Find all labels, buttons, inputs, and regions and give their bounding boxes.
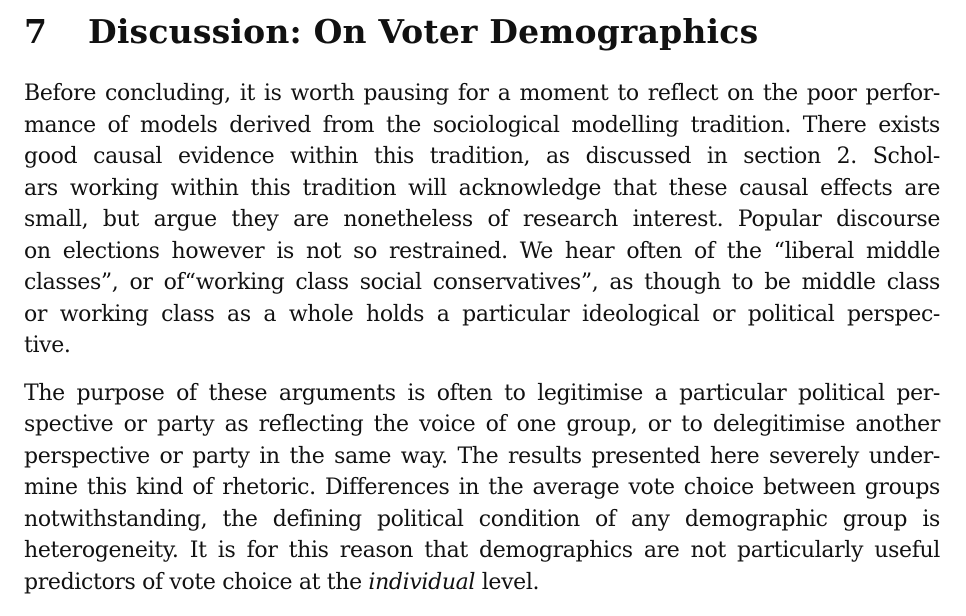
paragraph-2 xyxy=(24,378,940,599)
text-line: tive. xyxy=(24,333,71,358)
text-line: or working class as a whole holds a particular ideological or political perspec- xyxy=(24,301,940,327)
paper-page xyxy=(24,0,940,598)
text-line: mine this kind of rhetoric. Differences in the average vote choice between groups xyxy=(24,475,940,500)
section-title: Discussion: On Voter Demographics xyxy=(88,12,759,51)
text-line: Before concluding, it is worth pausing for a moment to reflect on the poor perfor- xyxy=(24,81,940,106)
text-line-last xyxy=(24,567,940,599)
text-line: The purpose of these arguments is often to legitimise a particular political per- xyxy=(24,380,940,406)
text-line: ars working within this tradition will acknowledge that these causal effects are xyxy=(24,175,940,201)
text-line: small, but argue they are nonetheless of research interest. Popular discourse xyxy=(24,207,940,232)
text-segment: predictors of vote choice at the xyxy=(24,569,369,595)
text-line: heterogeneity. It is for this reason that demographics are not particularly useful xyxy=(24,538,940,563)
text-line: perspective or party in the same way. The results presented here severely under- xyxy=(24,443,940,469)
text-line: good causal evidence within this tradition, as discussed in section 2. Schol- xyxy=(24,144,940,169)
text-line: spective or party as reflecting the voice of one group, or to delegitimise another xyxy=(24,412,940,437)
paragraph-1 xyxy=(24,78,940,362)
section-heading xyxy=(24,10,940,54)
text-line: on elections however is not so restrained. We hear often of the “liberal middle xyxy=(24,238,940,264)
text-line: classes”, or of“working class social conservatives”, as though to be middle class xyxy=(24,270,940,295)
text-line: notwithstanding, the defining political condition of any demographic group is xyxy=(24,506,940,532)
text-segment: level. xyxy=(475,569,540,595)
emphasis-text: individual xyxy=(368,569,476,595)
text-line: mance of models derived from the sociological modelling tradition. There exists xyxy=(24,112,940,138)
section-number: 7 xyxy=(24,12,48,51)
